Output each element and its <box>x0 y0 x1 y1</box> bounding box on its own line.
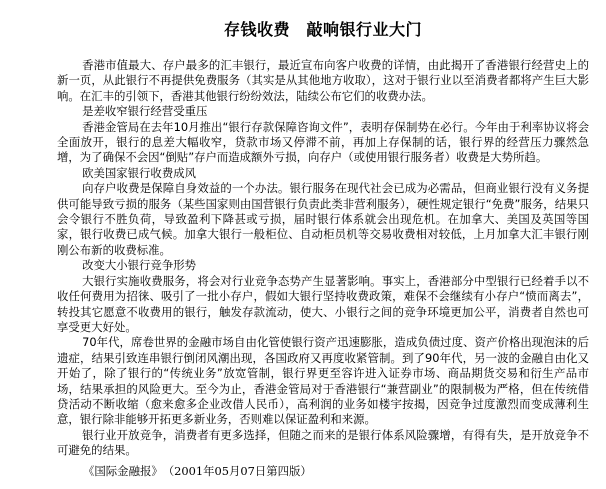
conclusion-paragraph: 银行业开放竞争，消费者有更多选择，但随之而来的是银行体系风险骤增，有得有失，是开放竞争不可避免的结果。 <box>57 427 589 458</box>
article-title: 存钱收费 敲响银行业大门 <box>223 20 422 39</box>
section-3-paragraph: 大银行实施收费服务，将会对行业竞争态势产生显著影响。事实上，香港部分中型银行已经着手以不收任何费用为招徕、吸引了一批小存户，假如大银行坚持收费政策，难保不会继续有小存户“愤而离去”，转投其它愿意不收费用的银行，触发存款流动，使大、小银行之间的竞争环境更加公平，消费者自然也可享受更大好处。 <box>57 273 589 334</box>
article-source: 《国际金融报》 （2001年05月07日第四版） <box>83 463 312 478</box>
article-page <box>0 20 606 489</box>
history-paragraph: 70年代，席卷世界的金融市场自由化管使银行资产迅速膨胀，造成负债过度、资产价格出现泡沫的后遗症，结果引致连串银行倒闭风潮出现，各国政府又再度收紧管制。到了90年代，另一波的金融自由化又开始了，除了银行的“传统业务”放宽管制，银行界更至容许进入证券市场、商品期货交易和衍生产品市场，结果承担的风险更大。至今为止，香港金管局对于香港银行“兼营副业”的限制极为严格，但在传统借贷活动不断收缩（愈来愈多企业改借人民币），高利润的业务如楼宇按揭，因竞争过度激烈而变成薄利生意，银行除非能够开拓更多新业务，否则难以保证盈利和来源。 <box>57 335 589 427</box>
section-heading-2: 欧美国家银行收费成风 <box>82 165 196 180</box>
article-body <box>57 58 589 459</box>
section-1-paragraph: 香港金管局在去年10月推出“银行存款保障咨询文件”，表明存保制势在必行。今年由于利率协议将会全面放开，银行的息差大幅收窄，贷款市场又停滞不前，再加上存保制的话，银行界的经营压力骤然急增，为了确保不会因“倒贴”存户而造成额外亏损，向存户（或使用银行服务者）收费是大势所趋。 <box>57 119 589 165</box>
intro-paragraph: 香港市值最大、存户最多的汇丰银行，最近宣布向客户收费的详情，由此揭开了香港银行经营史上的新一页，从此银行不再提供免费服务（其实是从其他地方收取），这对于银行业以至消费者都将产生巨大影响。在汇丰的引领下，香港其他银行纷纷效法，陆续公布它们的收费办法。 <box>57 58 589 103</box>
section-2-paragraph: 向存户收费是保障自身效益的一个办法。银行服务在现代社会已成为必需品，但商业银行没有义务提供可能导致亏损的服务（某些国家则由国营银行负责此类非营利服务），硬性规定银行“免费”服务，结果只会令银行不胜负荷，导致盈利下降甚或亏损，届时银行体系就会出现危机。在加拿大、美国及英国等国家，银行收费已成气候。加拿大银行一般柜位、自动柜员机等交易收费相对较低，上月加拿大汇丰银行刚刚公布新的收费标准。 <box>57 181 589 257</box>
section-heading-3: 改变大小银行竞争形势 <box>82 258 196 273</box>
section-heading-1: 是差收窄银行经营受重压 <box>82 104 208 119</box>
